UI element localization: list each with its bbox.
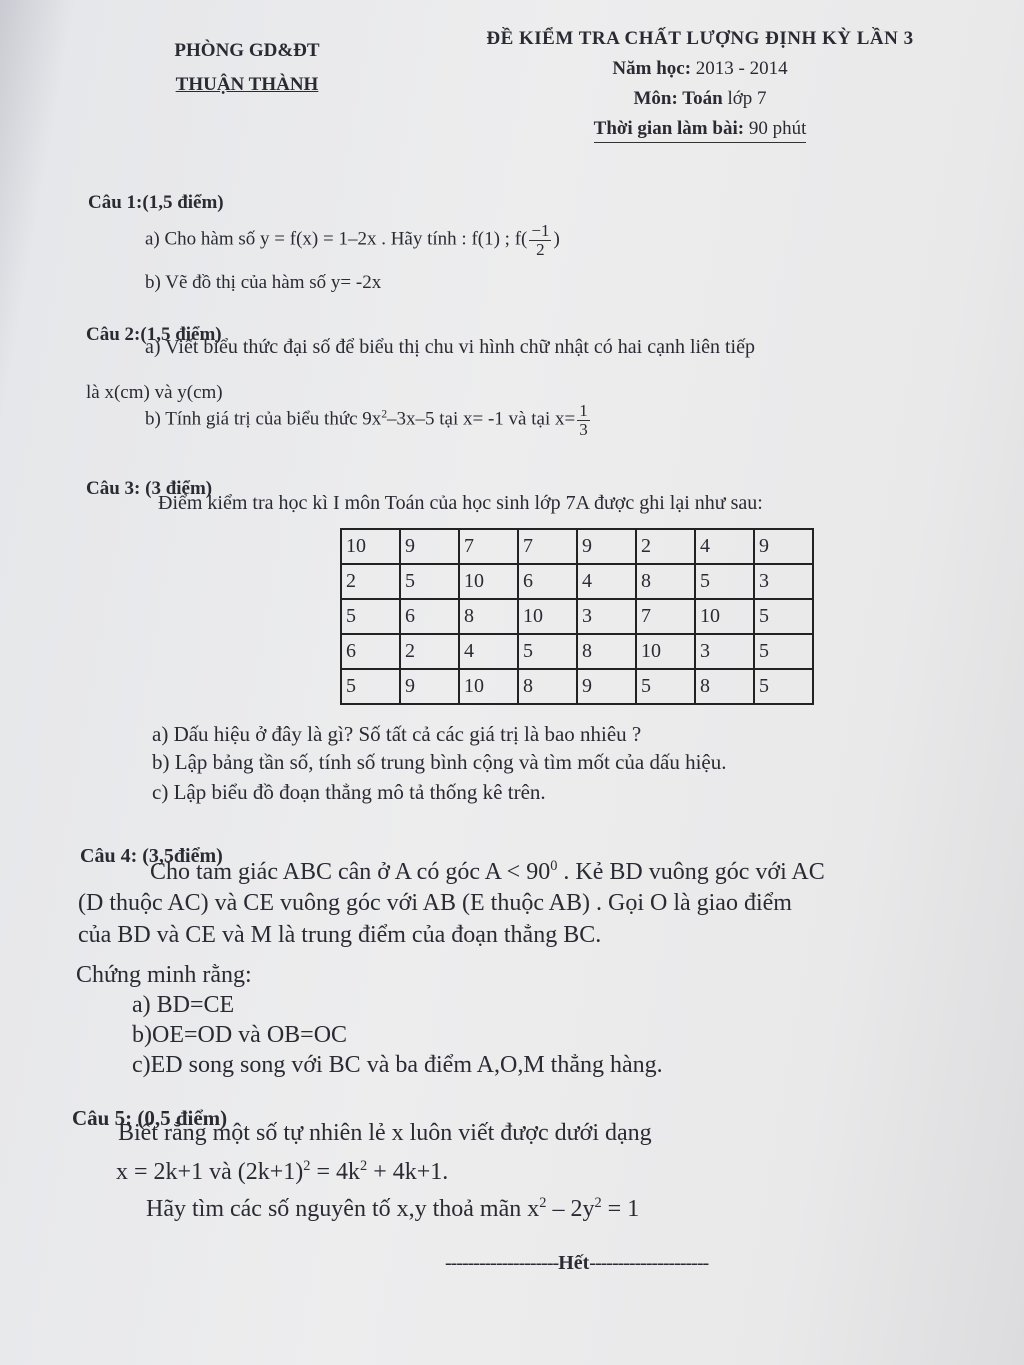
table-cell: 5 bbox=[636, 669, 695, 704]
question-4c: c)ED song song với BC và ba điểm A,O,M thẳng hàng. bbox=[132, 1052, 663, 1078]
table-cell: 8 bbox=[459, 599, 518, 634]
question-3c: c) Lập biểu đồ đoạn thẳng mô tả thống kê trên. bbox=[152, 780, 546, 804]
question-3a: a) Dấu hiệu ở đây là gì? Số tất cả các giá trị là bao nhiêu ? bbox=[152, 722, 642, 746]
table-cell: 9 bbox=[400, 669, 459, 704]
table-cell: 6 bbox=[400, 599, 459, 634]
question-5-p1: Biết rằng một số tự nhiên lẻ x luôn viết được dưới dạng bbox=[118, 1120, 652, 1146]
table-cell: 5 bbox=[400, 564, 459, 599]
exponent: 2 bbox=[594, 1195, 602, 1211]
question-4-heading: Câu 4: (3,5điểm) bbox=[80, 845, 223, 867]
exam-title: ĐỀ KIỂM TRA CHẤT LƯỢNG ĐỊNH KỲ LẦN 3 bbox=[486, 28, 914, 49]
table-row bbox=[341, 634, 813, 669]
table-cell: 5 bbox=[341, 669, 400, 704]
table-cell: 10 bbox=[636, 634, 695, 669]
table-cell: 5 bbox=[754, 599, 813, 634]
table-row bbox=[341, 529, 813, 564]
school-year-label: Năm học: bbox=[612, 58, 692, 79]
table-cell: 5 bbox=[518, 634, 577, 669]
duration bbox=[455, 118, 945, 143]
question-5-p2-b: = 4k bbox=[310, 1159, 360, 1185]
table-cell: 3 bbox=[577, 599, 636, 634]
question-4b: b)OE=OD và OB=OC bbox=[132, 1022, 348, 1048]
question-2a: a) Viết biểu thức đại số để biểu thị chu vi hình chữ nhật có hai cạnh liên tiếp bbox=[145, 336, 755, 358]
table-cell: 10 bbox=[695, 599, 754, 634]
table-cell: 4 bbox=[695, 529, 754, 564]
school-year-value: 2013 - 2014 bbox=[695, 58, 788, 79]
question-5-p3 bbox=[146, 1195, 639, 1223]
duration-label: Thời gian làm bài: bbox=[593, 118, 745, 139]
table-row bbox=[341, 669, 813, 704]
scores-table bbox=[340, 528, 814, 705]
question-1a-text: a) Cho hàm số y = f(x) = 1–2x . Hãy tính : f(1) ; f( bbox=[145, 228, 528, 250]
table-cell: 9 bbox=[577, 669, 636, 704]
table-cell: 5 bbox=[695, 564, 754, 599]
question-4-p4: Chứng minh rằng: bbox=[76, 962, 252, 988]
question-2-heading: Câu 2:(1,5 điểm) bbox=[86, 324, 222, 345]
table-cell: 9 bbox=[754, 529, 813, 564]
table-cell: 3 bbox=[695, 634, 754, 669]
question-5-heading: Câu 5: (0,5 điểm) bbox=[72, 1106, 228, 1130]
question-1a-end: ) bbox=[553, 228, 560, 250]
question-5-p2-c: + 4k+1. bbox=[367, 1159, 449, 1185]
table-cell: 9 bbox=[577, 529, 636, 564]
question-1 bbox=[88, 192, 224, 214]
fraction-one-third bbox=[577, 402, 590, 439]
table-row bbox=[341, 599, 813, 634]
subject bbox=[455, 88, 945, 110]
question-4-p1-end: . Kẻ BD vuông góc với AC bbox=[557, 859, 825, 885]
table-cell: 4 bbox=[577, 564, 636, 599]
table-cell: 5 bbox=[754, 634, 813, 669]
exponent: 2 bbox=[539, 1195, 547, 1211]
table-cell: 10 bbox=[459, 564, 518, 599]
table-cell: 7 bbox=[459, 529, 518, 564]
table-row bbox=[341, 564, 813, 599]
exponent: 2 bbox=[360, 1158, 368, 1174]
exponent: 2 bbox=[381, 408, 388, 421]
question-2a-line2: là x(cm) và y(cm) bbox=[86, 382, 223, 403]
question-4-p3: của BD và CE và M là trung điểm của đoạn thẳng BC. bbox=[78, 922, 602, 948]
question-4a: a) BD=CE bbox=[132, 992, 235, 1018]
question-3b: b) Lập bảng tần số, tính số trung bình cộng và tìm mốt của dấu hiệu. bbox=[152, 750, 727, 774]
question-5-p3-c: = 1 bbox=[601, 1196, 640, 1222]
table-cell: 10 bbox=[459, 669, 518, 704]
end-dashes-left: -------------------- bbox=[445, 1252, 559, 1274]
duration-value: 90 phút bbox=[748, 118, 807, 139]
table-cell: 2 bbox=[400, 634, 459, 669]
school-year bbox=[455, 58, 945, 80]
header-left bbox=[162, 40, 332, 108]
question-5-p3-b: – 2y bbox=[546, 1196, 595, 1222]
district-name: THUẬN THÀNH bbox=[175, 74, 319, 95]
question-3-heading: Câu 3: (3 điểm) bbox=[86, 478, 213, 499]
fraction-denominator: 3 bbox=[579, 419, 588, 439]
table-cell: 8 bbox=[636, 564, 695, 599]
question-1b: b) Vẽ đồ thị của hàm số y= -2x bbox=[145, 272, 382, 293]
table-cell: 2 bbox=[636, 529, 695, 564]
subject-value: lớp 7 bbox=[727, 88, 767, 109]
question-3-intro: Điểm kiểm tra học kì I môn Toán của học sinh lớp 7A được ghi lại như sau: bbox=[158, 492, 763, 514]
table-cell: 8 bbox=[518, 669, 577, 704]
question-5-p2 bbox=[116, 1158, 448, 1186]
question-2b-mid: –3x–5 tại x= -1 và tại x= bbox=[387, 408, 576, 430]
exponent: 2 bbox=[303, 1158, 311, 1174]
question-4-p1-text: Cho tam giác ABC cân ở A có góc A < 90 bbox=[150, 859, 551, 885]
subject-label: Môn: Toán bbox=[633, 88, 723, 109]
table-cell: 7 bbox=[636, 599, 695, 634]
table-cell: 9 bbox=[400, 529, 459, 564]
department-name: PHÒNG GD&ĐT bbox=[174, 40, 320, 61]
table-cell: 4 bbox=[459, 634, 518, 669]
question-4-p1 bbox=[150, 858, 825, 886]
question-1-heading: Câu 1:(1,5 điểm) bbox=[88, 192, 224, 213]
fraction-numerator: −1 bbox=[531, 221, 550, 240]
question-2b-text: b) Tính giá trị của biểu thức 9x bbox=[145, 408, 382, 430]
end-text: Hết bbox=[558, 1252, 590, 1274]
question-2b bbox=[145, 402, 592, 439]
fraction-minus-half bbox=[529, 222, 551, 259]
table-cell: 6 bbox=[518, 564, 577, 599]
table-cell: 6 bbox=[341, 634, 400, 669]
table-cell: 3 bbox=[754, 564, 813, 599]
table-cell: 5 bbox=[341, 599, 400, 634]
table-cell: 8 bbox=[577, 634, 636, 669]
question-5-p3-a: Hãy tìm các số nguyên tố x,y thoả mãn x bbox=[146, 1196, 540, 1222]
table-cell: 8 bbox=[695, 669, 754, 704]
degree-exponent: 0 bbox=[550, 858, 558, 874]
fraction-numerator: 1 bbox=[579, 401, 588, 420]
question-5-p2-a: x = 2k+1 và (2k+1) bbox=[116, 1159, 304, 1185]
table-cell: 7 bbox=[518, 529, 577, 564]
header-right bbox=[455, 28, 945, 151]
table-cell: 10 bbox=[518, 599, 577, 634]
end-dashes-right: --------------------- bbox=[589, 1252, 709, 1274]
table-cell: 5 bbox=[754, 669, 813, 704]
question-1a bbox=[145, 222, 560, 259]
table-cell: 2 bbox=[341, 564, 400, 599]
table-cell: 10 bbox=[341, 529, 400, 564]
question-4-p2: (D thuộc AC) và CE vuông góc với AB (E thuộc AB) . Gọi O là giao điểm bbox=[78, 890, 792, 916]
fraction-denominator: 2 bbox=[536, 239, 545, 259]
end-marker bbox=[445, 1252, 708, 1275]
